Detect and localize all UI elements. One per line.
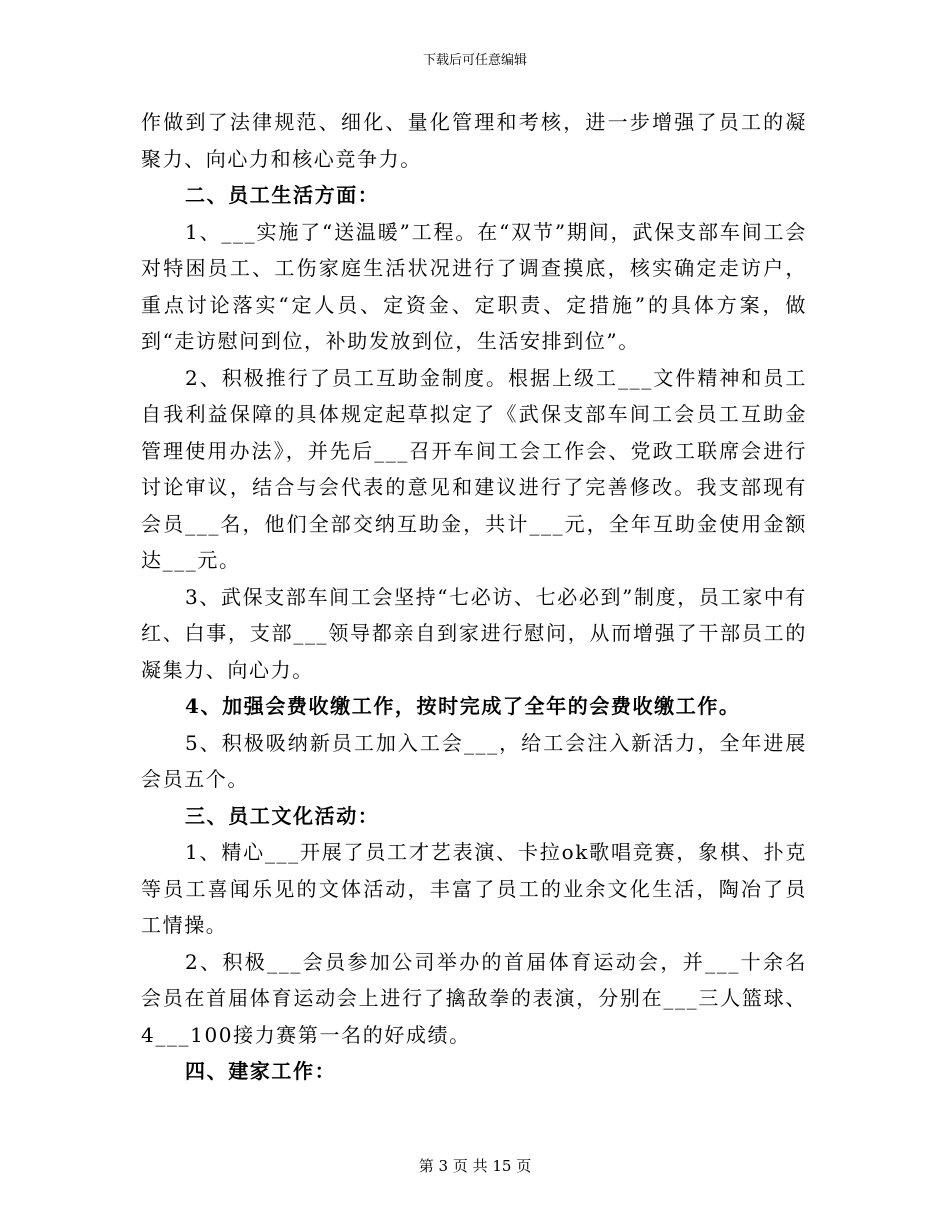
paragraph-visit-system: 3、武保支部车间工会坚持“七必访、七必必到”制度，员工家中有红、白事，支部___领导都亲自到家进行慰问，从而增强了干部员工的凝集力、向心力。 xyxy=(141,584,807,682)
page-number-footer: 第 3 页 共 15 页 xyxy=(418,1157,532,1175)
paragraph-new-members: 5、积极吸纳新员工加入工会___，给工会注入新活力，全年进展会员五个。 xyxy=(141,730,807,791)
page-header: 下载后可任意编辑 xyxy=(422,53,527,68)
section-heading-home-building: 四、建家工作： xyxy=(185,1059,337,1083)
paragraph-talent-show: 1、精心___开展了员工才艺表演、卡拉ok歌唱竞赛，象棋、扑克等员工喜闻乐见的文体活动，丰富了员工的业余文化生活，陶冶了员工情操。 xyxy=(141,840,807,937)
paragraph-continuation: 作做到了法律规范、细化、量化管理和考核，进一步增强了员工的凝聚力、向心力和核心竞争力。 xyxy=(141,110,807,171)
section-heading-culture: 三、员工文化活动： xyxy=(185,803,380,828)
document-body xyxy=(141,104,807,1090)
paragraph-warmth-project: 1、___实施了“送温暖”工程。在“双节”期间，武保支部车间工会对特困员工、工伤家庭生活状况进行了调查摸底，核实确定走访户，重点讨论落实“定人员、定资金、定职责、定措施”的具体方案，做到“走访慰问到位，补助发放到位，生活安排到位”。 xyxy=(141,219,807,353)
paragraph-membership-fees: 4、加强会费收缴工作，按时完成了全年的会费收缴工作。 xyxy=(185,694,741,718)
paragraph-sports-meet: 2、积极___会员参加公司举办的首届体育运动会，并___十余名会员在首届体育运动会上进行了擒敌拳的表演，分别在___三人篮球、4___100接力赛第一名的好成绩。 xyxy=(141,949,807,1047)
paragraph-mutual-aid-fund: 2、积极推行了员工互助金制度。根据上级工___文件精神和员工自我利益保障的具体规定起草拟定了《武保支部车间工会员工互助金管理使用办法》，并先后___召开车间工会工作会、党政工联席会进行讨论审议，结合与会代表的意见和建议进行了完善修改。我支部现有会员___名，他们全部交纳互助金，共计___元，全年互助金使用金额达___元。 xyxy=(141,365,807,572)
section-heading-living: 二、员工生活方面： xyxy=(185,183,380,207)
